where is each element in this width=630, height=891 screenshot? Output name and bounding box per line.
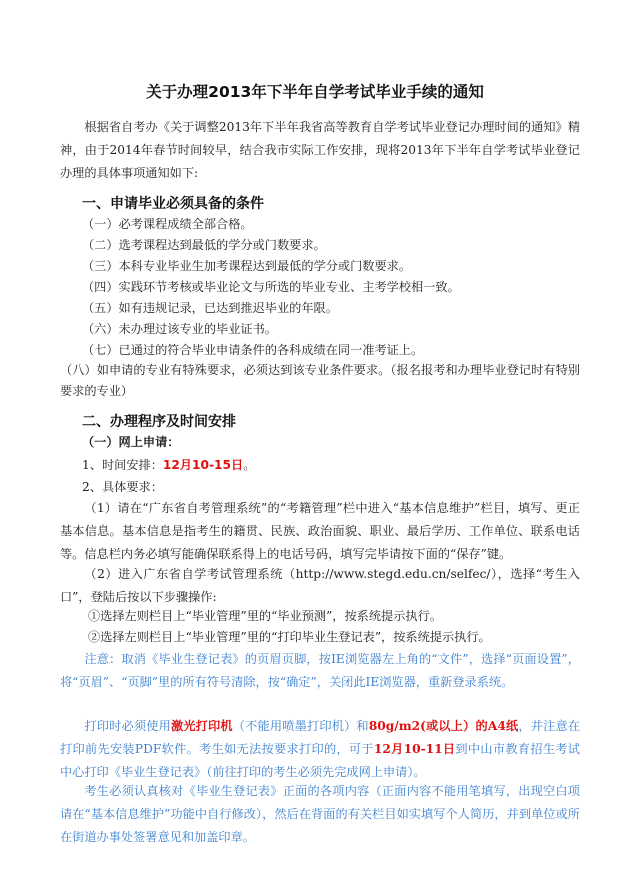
- step-1: ①选择左则栏目上“毕业管理”里的“毕业预测”，按系统提示执行。: [88, 609, 442, 623]
- condition-item-2: （二）选考课程达到最低的学分或门数要求。: [82, 238, 326, 252]
- condition-item-1: （一）必考课程成绩全部合格。: [82, 217, 253, 231]
- paper-spec: 80g/m2(或以上）的A4纸: [368, 719, 519, 733]
- section2-heading: 二、办理程序及时间安排: [82, 414, 236, 430]
- print-setup-note: 注意：取消《毕业生登记表》的页眉页脚，按IE浏览器左上角的“文件”，选择“页面设置”，将“页眉”、“页脚”里的所有符号清除，按“确定”，关闭此IE浏览器，重新登录系统。: [60, 652, 580, 689]
- print-date: 12月10-11日: [373, 742, 456, 756]
- condition-item-8: （八）如申请的专业有特殊要求，必须达到该专业条件要求。（报名报考和办理毕业登记时有特别要求的专业）: [60, 363, 580, 398]
- requirement-2: （2）进入广东省自学考试管理系统（http://www.stegd.edu.cn/selfec/），选择“考生入口”，登陆后按以下步骤操作:: [60, 567, 580, 604]
- condition-item-3: （三）本科专业毕业生加考课程达到最低的学分或门数要求。: [82, 259, 412, 273]
- condition-item-5: （五）如有违规记录，已达到推迟毕业的年限。: [82, 301, 338, 315]
- print-text-a: 打印时必须使用: [84, 719, 171, 733]
- print-text-c: （不能用喷墨打印机）和: [232, 719, 369, 733]
- condition-item-7: （七）已通过的符合毕业申请条件的各科成绩在同一准考证上。: [82, 343, 424, 357]
- time-end: 。: [243, 458, 256, 472]
- requirement-1: （1）请在“广东省自考管理系统”的“考籍管理”栏中进入“基本信息维护”栏目，填写、更正基本信息。基本信息是指考生的籍贯、民族、政治面貌、职业、最后学历、工作单位、联系电话等。信息栏内务必填写能确保联系得上的电话号码，填写完毕请按下面的“保存”键。: [60, 501, 580, 561]
- print-text-g: 到中山市教育招生考试中心打印《毕业生登记表》（前往打印的考生必须先完成网上申请）。: [60, 742, 580, 779]
- section1-heading: 一、申请毕业必须具备的条件: [82, 196, 264, 212]
- subsection-online-apply: （一）网上申请：: [82, 435, 180, 449]
- time-arrangement: [82, 455, 255, 475]
- requirements-label: 2、具体要求：: [82, 480, 163, 494]
- document-title: 关于办理2013年下半年自学考试毕业手续的通知: [146, 83, 484, 101]
- condition-item-6: （六）未办理过该专业的毕业证书。: [82, 322, 277, 336]
- intro-paragraph: 根据省自考办《关于调整2013年下半年我省高等教育自学考试毕业登记办理时间的通知》精神，由于2014年春节时间较早，结合我市实际工作安排，现将2013年下半年自学考试毕业登记办理的具体事项通知如下:: [60, 120, 581, 180]
- verification-paragraph: 考生必须认真核对《毕业生登记表》正面的各项内容（正面内容不能用笔填写，出现空白项请在“基本信息维护”功能中自行修改），然后在背面的有关栏目如实填写个人简历，并到单位或所在街道办事处签署意见和加盖印章。: [60, 784, 580, 844]
- laser-printer: 激光打印机: [170, 719, 233, 733]
- step-2: ②选择左则栏目上“毕业管理”里的“打印毕业生登记表”，按系统提示执行。: [88, 630, 491, 644]
- condition-item-4: （四）实践环节考核或毕业论文与所选的毕业专业、主考学校相一致。: [82, 280, 460, 294]
- print-requirements: [60, 715, 580, 784]
- time-value: 12月10-15日: [162, 458, 244, 472]
- time-label: 1、时间安排：: [82, 458, 163, 472]
- print-text-e: ，并注意在打印前先安装PDF软件。考生如无法按要求打印的，可于: [60, 719, 581, 756]
